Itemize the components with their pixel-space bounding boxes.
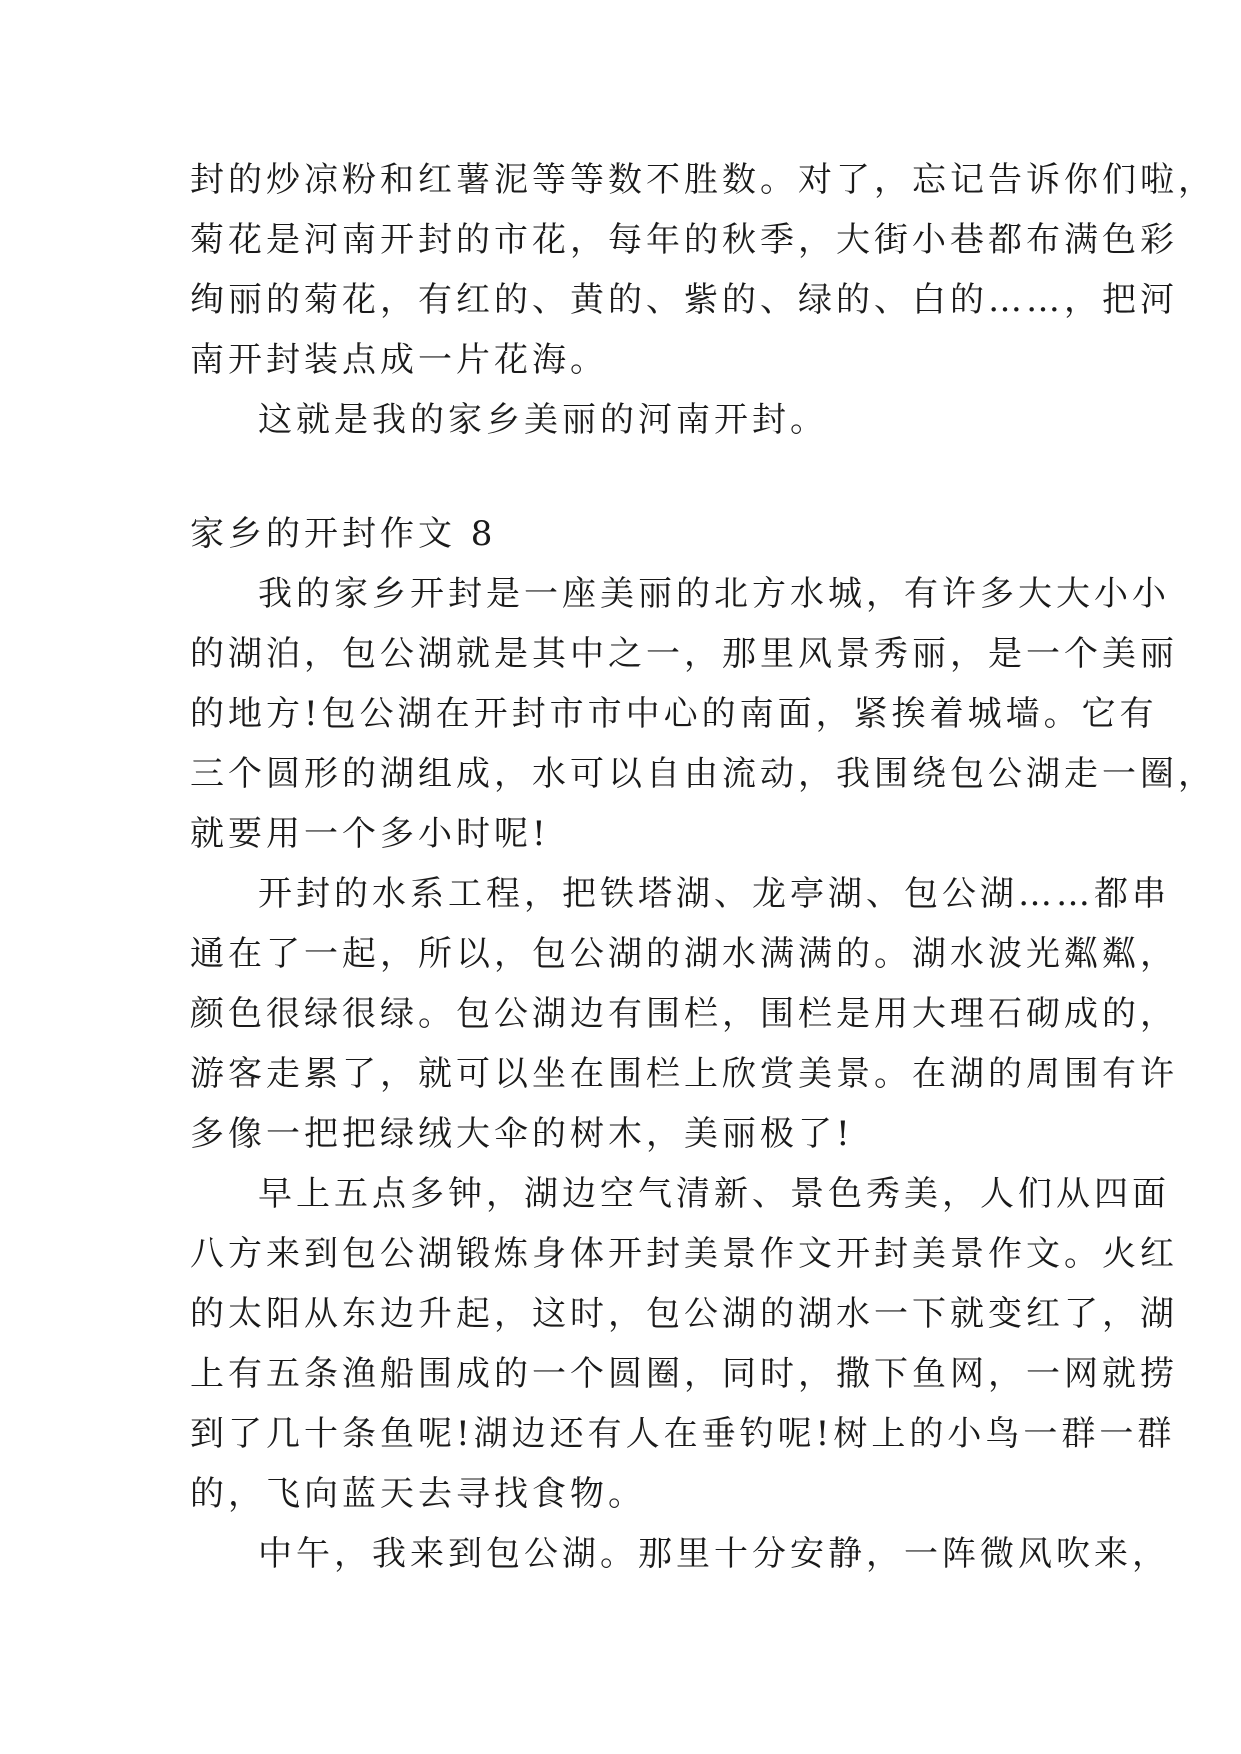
paragraph-6 bbox=[190, 1524, 1170, 1584]
text-line: 多像一把把绿绒大伞的树木，美丽极了! bbox=[190, 1114, 854, 1154]
text-line: 我的家乡开封是一座美丽的北方水城，有许多大大小小 bbox=[258, 574, 1170, 614]
text-line: 就要用一个多小时呢! bbox=[190, 814, 550, 854]
section-heading: 家乡的开封作文 8 bbox=[190, 514, 497, 554]
document-page bbox=[190, 150, 1216, 1584]
paragraph-1 bbox=[190, 150, 1216, 390]
paragraph-4 bbox=[190, 864, 1178, 1164]
paragraph-2 bbox=[190, 390, 1060, 450]
text-line: 的太阳从东边升起，这时，包公湖的湖水一下就变红了，湖 bbox=[190, 1294, 1178, 1334]
text-line: 早上五点多钟，湖边空气清新、景色秀美，人们从四面 bbox=[258, 1174, 1170, 1214]
text-line: 的湖泊，包公湖就是其中之一，那里风景秀丽，是一个美丽 bbox=[190, 634, 1178, 674]
paragraph-5 bbox=[190, 1164, 1178, 1524]
text-line: 菊花是河南开封的市花，每年的秋季，大街小巷都布满色彩 bbox=[190, 220, 1178, 260]
text-line: 上有五条渔船围成的一个圆圈，同时，撒下鱼网，一网就捞 bbox=[190, 1354, 1178, 1394]
text-line: 的，飞向蓝天去寻找食物。 bbox=[190, 1474, 646, 1514]
paragraph-3 bbox=[190, 564, 1216, 864]
section-gap bbox=[190, 450, 1060, 504]
text-line: 开封的水系工程，把铁塔湖、龙亭湖、包公湖……都串 bbox=[258, 874, 1170, 914]
text-line: 游客走累了，就可以坐在围栏上欣赏美景。在湖的周围有许 bbox=[190, 1054, 1178, 1094]
text-line: 绚丽的菊花，有红的、黄的、紫的、绿的、白的……，把河 bbox=[190, 280, 1178, 320]
text-line: 通在了一起，所以，包公湖的湖水满满的。湖水波光粼粼， bbox=[190, 934, 1178, 974]
text-line: 到了几十条鱼呢!湖边还有人在垂钓呢!树上的小鸟一群一群 bbox=[190, 1414, 1176, 1454]
text-line: 颜色很绿很绿。包公湖边有围栏，围栏是用大理石砌成的， bbox=[190, 994, 1178, 1034]
text-line: 这就是我的家乡美丽的河南开封。 bbox=[258, 400, 828, 440]
text-line: 三个圆形的湖组成，水可以自由流动，我围绕包公湖走一圈， bbox=[190, 754, 1216, 794]
text-line: 南开封装点成一片花海。 bbox=[190, 340, 608, 380]
text-line: 八方来到包公湖锻炼身体开封美景作文开封美景作文。火红 bbox=[190, 1234, 1178, 1274]
text-line: 中午，我来到包公湖。那里十分安静，一阵微风吹来， bbox=[258, 1534, 1170, 1574]
text-line: 封的炒凉粉和红薯泥等等数不胜数。对了，忘记告诉你们啦， bbox=[190, 160, 1216, 200]
text-line: 的地方!包公湖在开封市市中心的南面，紧挨着城墙。它有 bbox=[190, 694, 1158, 734]
